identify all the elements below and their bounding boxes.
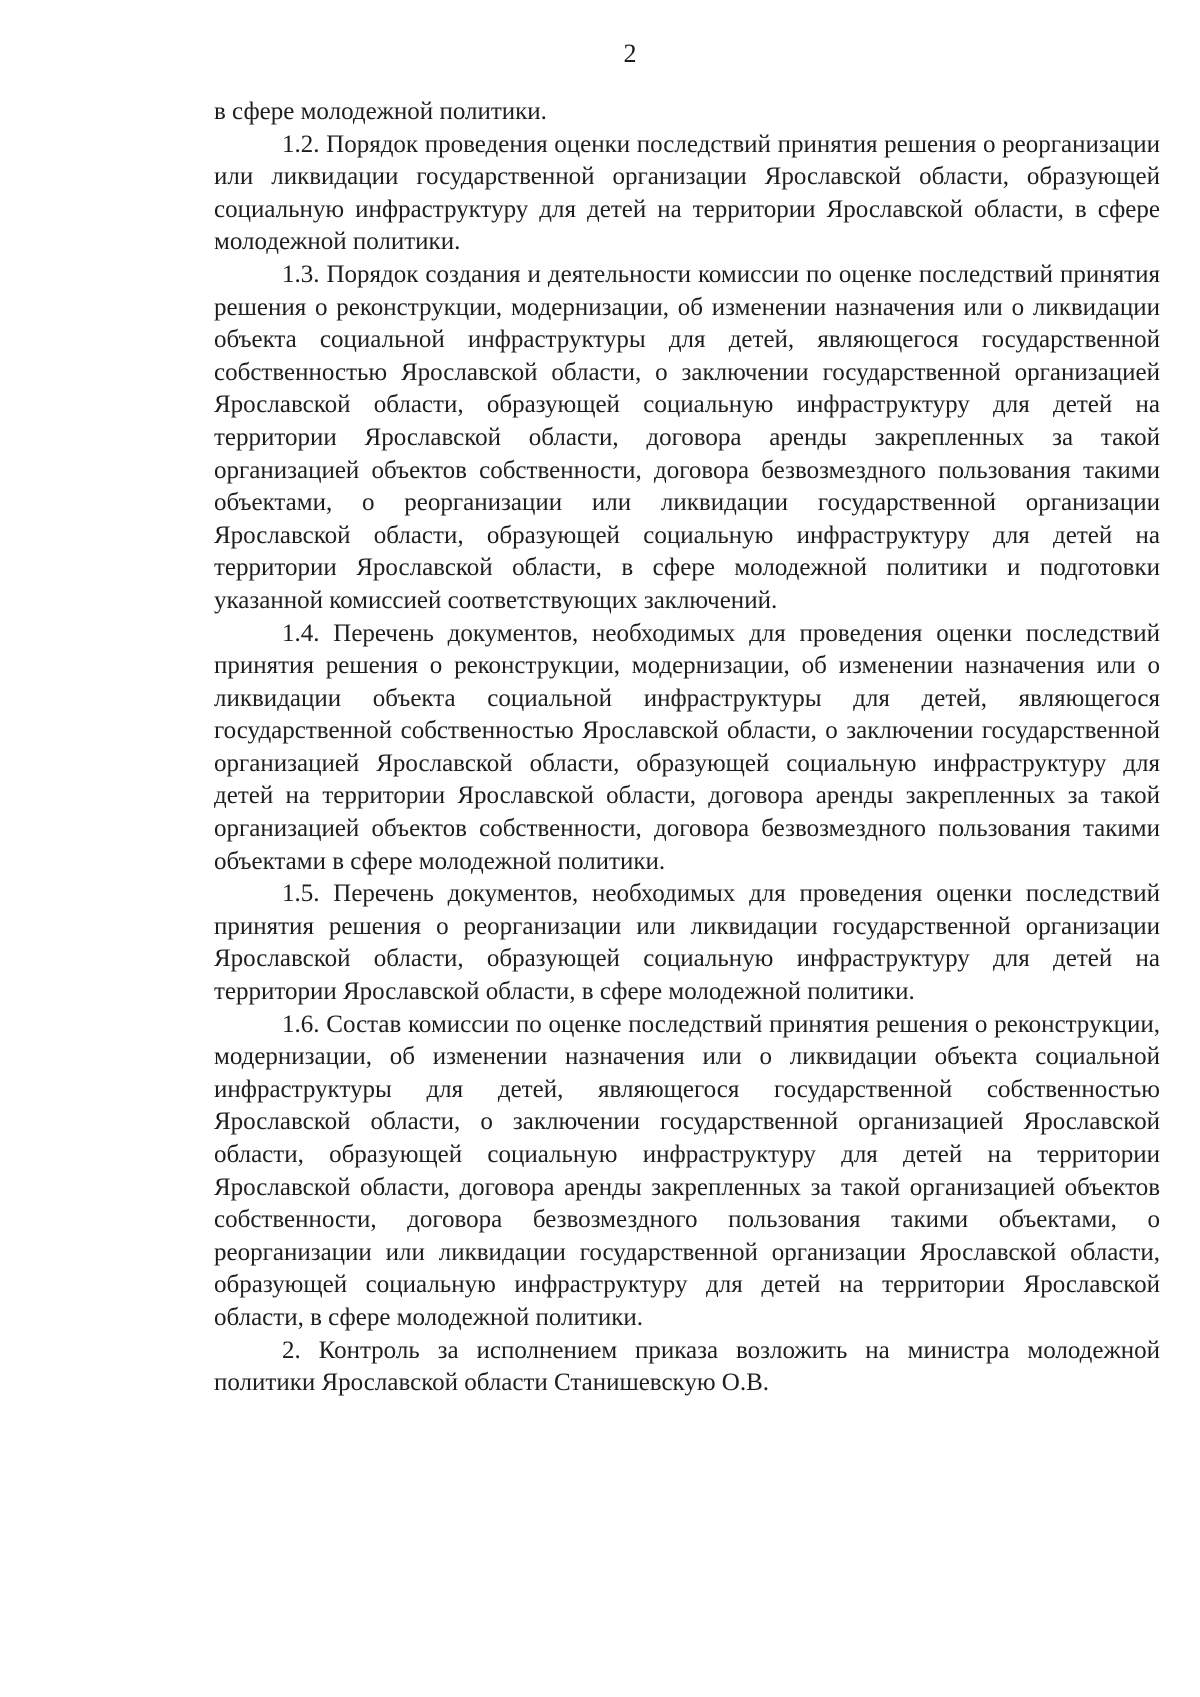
paragraph-1-6: 1.6. Состав комиссии по оценке последствий принятия решения о реконструкции, модернизации, об изменении назначения или о ликвидации объекта социальной инфраструктуры для детей, являющегося государственной собственностью Ярославской области, о заключении государственной организацией Ярославской области, образующей социальную инфраструктуру для детей на территории Ярославской области, договора аренды закрепленных за такой организацией объектов собственности, договора безвозмездного пользования такими объектами, о реорганизации или ликвидации государственной организации Ярославской области, образующей социальную инфраструктуру для детей на территории Ярославской области, в сфере молодежной политики. bbox=[214, 1010, 1160, 1331]
page-number: 2 bbox=[623, 39, 637, 68]
paragraph-continuation: в сфере молодежной политики. bbox=[214, 98, 547, 125]
document-body bbox=[214, 96, 1160, 1400]
paragraph-1-5: 1.5. Перечень документов, необходимых для проведения оценки последствий принятия решения о реорганизации или ликвидации государственной организации Ярославской области, образующей социальную инфраструктуру для детей на территории Ярославской области, в сфере молодежной политики. bbox=[214, 880, 1160, 1006]
paragraph-1-2: 1.2. Порядок проведения оценки последствий принятия решения о реорганизации или ликвидации государственной организации Ярославской области, образующей социальную инфраструктуру для детей на территории Ярославской области, в сфере молодежной политики. bbox=[214, 130, 1160, 256]
paragraph-2: 2. Контроль за исполнением приказа возложить на министра молодежной политики Ярославской области Станишевскую О.В. bbox=[214, 1336, 1160, 1397]
paragraph-1-4: 1.4. Перечень документов, необходимых для проведения оценки последствий принятия решения о реконструкции, модернизации, об изменении назначения или о ликвидации объекта социальной инфраструктуры для детей, являющегося государственной собственностью Ярославской области, о заключении государственной организацией Ярославской области, образующей социальную инфраструктуру для детей на территории Ярославской области, договора аренды закрепленных за такой организацией объектов собственности, договора безвозмездного пользования такими объектами в сфере молодежной политики. bbox=[214, 619, 1160, 875]
paragraph-1-3: 1.3. Порядок создания и деятельности комиссии по оценке последствий принятия решения о реконструкции, модернизации, об изменении назначения или о ликвидации объекта социальной инфраструктуры для детей, являющегося государственной собственностью Ярославской области, о заключении государственной организацией Ярославской области, образующей социальную инфраструктуру для детей на территории Ярославской области, договора аренды закрепленных за такой организацией объектов собственности, договора безвозмездного пользования такими объектами, о реорганизации или ликвидации государственной организации Ярославской области, образующей социальную инфраструктуру для детей на территории Ярославской области, в сфере молодежной политики и подготовки указанной комиссией соответствующих заключений. bbox=[214, 260, 1160, 614]
